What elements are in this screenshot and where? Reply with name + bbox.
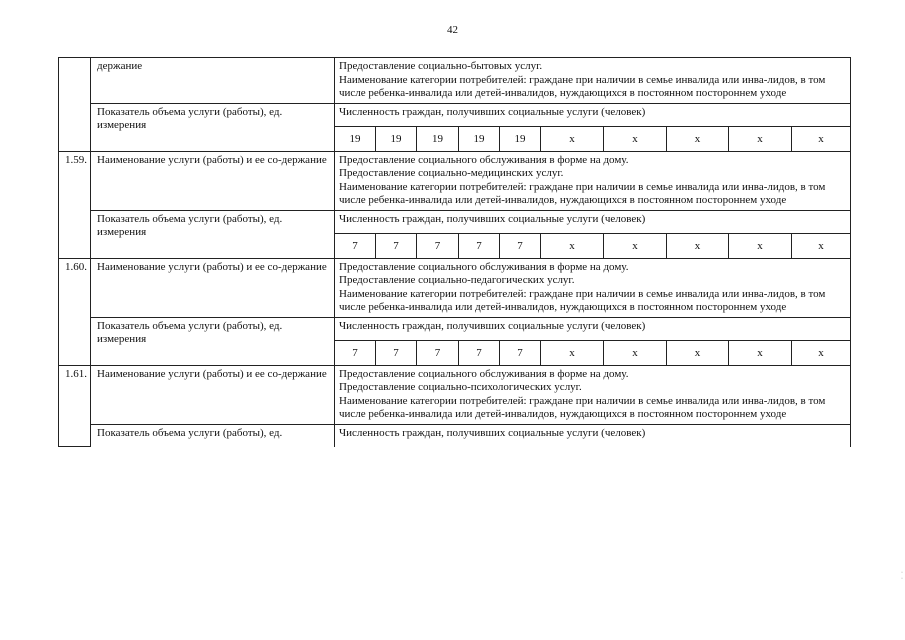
value-cell: 19 <box>500 127 541 151</box>
services-table <box>58 57 851 447</box>
content-line: Предоставление социально-бытовых услуг. <box>339 60 543 72</box>
value-cell: x <box>729 341 792 365</box>
value-cell: 7 <box>335 341 376 365</box>
indicator-row <box>59 210 851 233</box>
values-cell <box>335 126 851 151</box>
value-cell: x <box>818 239 824 252</box>
value-cell: 7 <box>376 234 417 258</box>
indicator-text: Численность граждан, получивших социальные услуги (человек) <box>335 424 851 447</box>
service-name-label: Наименование услуги (работы) и ее со-держание <box>91 365 335 424</box>
values-cell <box>335 233 851 258</box>
service-name-label: Наименование услуги (работы) и ее со-держание <box>91 151 335 210</box>
service-name-row <box>59 365 851 424</box>
value-cell: x <box>667 341 729 365</box>
indicator-row <box>59 317 851 340</box>
value-cell: 7 <box>500 234 541 258</box>
value-cell: 7 <box>500 341 541 365</box>
value-cell: x <box>667 127 729 151</box>
value-cell: 19 <box>417 127 459 151</box>
service-name-label: Наименование услуги (работы) и ее со-держание <box>91 258 335 317</box>
value-cell: 7 <box>417 341 459 365</box>
value-cell: 19 <box>459 127 500 151</box>
value-cell: x <box>818 346 824 359</box>
content-line: Наименование категории потребителей: граждане при наличии в семье инвалида или инва-лидов, в том числе ребенка-инвалида или детей-инвалидов, нуждающихся в постоянном постороннем уходе <box>339 180 826 206</box>
indicator-label: Показатель объема услуги (работы), ед. измерения <box>91 103 335 151</box>
content-line: Предоставление социального обслуживания в форме на дому. <box>339 367 629 380</box>
value-cell: 19 <box>376 127 417 151</box>
indicator-text: Численность граждан, получивших социальные услуги (человек) <box>335 210 851 233</box>
service-name-label: держание <box>91 58 335 104</box>
service-content <box>335 58 851 104</box>
scan-artifact: · · <box>901 570 903 582</box>
content-line: Наименование категории потребителей: граждане при наличии в семье инвалида или инва-лидов, в том числе ребенка-инвалида или детей-инвалидов, нуждающихся в постоянном постороннем уходе <box>339 287 826 313</box>
service-content <box>335 258 851 317</box>
content-line: Предоставление социального обслуживания в форме на дому. <box>339 153 629 166</box>
values-cell <box>335 340 851 365</box>
value-cell: x <box>541 127 604 151</box>
indicator-label: Показатель объема услуги (работы), ед. измерения <box>91 210 335 258</box>
content-line: Наименование категории потребителей: граждане при наличии в семье инвалида или инва-лидов, в том числе ребенка-инвалида или детей-инвалидов, нуждающихся в постоянном постороннем уходе <box>339 394 826 420</box>
value-cell: 7 <box>459 234 500 258</box>
value-cell: x <box>604 234 667 258</box>
content-line: Предоставление социально-психологических услуг. <box>339 381 582 393</box>
value-cell: x <box>818 132 824 145</box>
indicator-text: Численность граждан, получивших социальные услуги (человек) <box>335 317 851 340</box>
item-number: 1.61. <box>59 365 91 447</box>
content-line: Предоставление социального обслуживания в форме на дому. <box>339 260 629 273</box>
value-cell: x <box>604 127 667 151</box>
item-number: 1.60. <box>59 258 91 365</box>
value-cell: x <box>729 234 792 258</box>
service-name-row <box>59 58 851 104</box>
indicator-text: Численность граждан, получивших социальные услуги (человек) <box>335 103 851 126</box>
value-cell: 7 <box>417 234 459 258</box>
content-line: Предоставление социально-медицинских услуг. <box>339 167 564 179</box>
indicator-row <box>59 103 851 126</box>
value-cell: x <box>729 127 792 151</box>
value-cell: 7 <box>335 234 376 258</box>
service-content <box>335 151 851 210</box>
value-cell: 7 <box>376 341 417 365</box>
indicator-label: Показатель объема услуги (работы), ед. измерения <box>91 317 335 365</box>
indicator-row <box>59 424 851 447</box>
service-content <box>335 365 851 424</box>
value-cell: 7 <box>459 341 500 365</box>
service-name-row <box>59 151 851 210</box>
page-number: 42 <box>447 24 458 36</box>
content-line: Предоставление социально-педагогических услуг. <box>339 274 575 286</box>
item-number <box>59 58 91 152</box>
service-name-row <box>59 258 851 317</box>
indicator-label: Показатель объема услуги (работы), ед. <box>91 424 335 447</box>
value-cell: x <box>541 341 604 365</box>
value-cell: x <box>667 234 729 258</box>
value-cell: 19 <box>335 127 376 151</box>
value-cell: x <box>604 341 667 365</box>
value-cell: x <box>541 234 604 258</box>
item-number: 1.59. <box>59 151 91 258</box>
content-line: Наименование категории потребителей: граждане при наличии в семье инвалида или инва-лидов, в том числе ребенка-инвалида или детей-инвалидов, нуждающихся в постоянном постороннем уходе <box>339 73 826 99</box>
